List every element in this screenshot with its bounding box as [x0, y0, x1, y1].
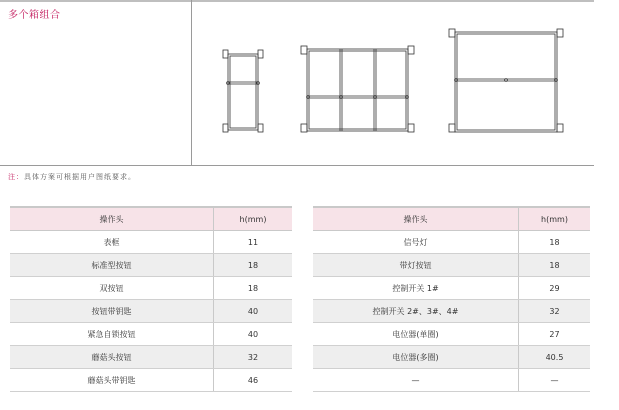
table-row: [10, 369, 292, 392]
cell-name: 紧急自锁按钮: [10, 323, 214, 346]
cell-name: 蘑菇头按钮: [10, 346, 214, 369]
cell-name: 表框: [10, 231, 214, 254]
table-row: [313, 254, 590, 277]
cell-name: 按钮带钥匙: [10, 300, 214, 323]
table-row: [10, 254, 292, 277]
column-header-height: h(mm): [519, 207, 591, 231]
cell-height: 27: [519, 323, 591, 346]
note-text: 具体方案可根据用户图纸要求。: [24, 173, 136, 181]
diagram-two-wide: [449, 29, 563, 132]
note: [8, 172, 136, 182]
cell-height: 18: [519, 231, 591, 254]
table-row: [10, 300, 292, 323]
table-row: [10, 277, 292, 300]
cell-height: 29: [519, 277, 591, 300]
cell-height: 32: [214, 346, 293, 369]
cell-height: —: [519, 369, 591, 392]
table-row: [313, 277, 590, 300]
section-divider: [0, 165, 594, 166]
table-header-row: [313, 207, 590, 231]
section-title: 多个箱组合: [8, 10, 61, 21]
table-row: [313, 231, 590, 254]
cell-height: 11: [214, 231, 293, 254]
left-spec-table: [10, 206, 292, 392]
cell-height: 40: [214, 300, 293, 323]
table-row: [313, 346, 590, 369]
table-row: [10, 346, 292, 369]
table-header-row: [10, 207, 292, 231]
cell-name: 控制开关 1#: [313, 277, 519, 300]
cell-height: 46: [214, 369, 293, 392]
cell-height: 18: [519, 254, 591, 277]
column-header-height: h(mm): [214, 207, 293, 231]
cell-height: 40.5: [519, 346, 591, 369]
table-row: [10, 231, 292, 254]
table-row: [10, 323, 292, 346]
enclosure-drawings: [192, 2, 594, 165]
cell-name: 电位器(单圈): [313, 323, 519, 346]
cell-name: 控制开关 2#、3#、4#: [313, 300, 519, 323]
table-row: [313, 369, 590, 392]
cell-name: —: [313, 369, 519, 392]
cell-name: 电位器(多圈): [313, 346, 519, 369]
table-row: [313, 323, 590, 346]
cell-name: 带灯按钮: [313, 254, 519, 277]
diagram-six-grid: [301, 46, 414, 132]
table-row: [313, 300, 590, 323]
diagram-two-stacked: [223, 50, 263, 132]
cell-name: 信号灯: [313, 231, 519, 254]
column-header-operator: 操作头: [313, 207, 519, 231]
column-header-operator: 操作头: [10, 207, 214, 231]
cell-name: 蘑菇头带钥匙: [10, 369, 214, 392]
right-spec-table: [313, 206, 590, 392]
cell-name: 双按钮: [10, 277, 214, 300]
cell-height: 18: [214, 277, 293, 300]
enclosure-diagrams: [192, 2, 594, 165]
cell-height: 32: [519, 300, 591, 323]
cell-height: 18: [214, 254, 293, 277]
cell-name: 标准型按钮: [10, 254, 214, 277]
cell-height: 40: [214, 323, 293, 346]
note-prefix: 注：: [8, 173, 24, 181]
